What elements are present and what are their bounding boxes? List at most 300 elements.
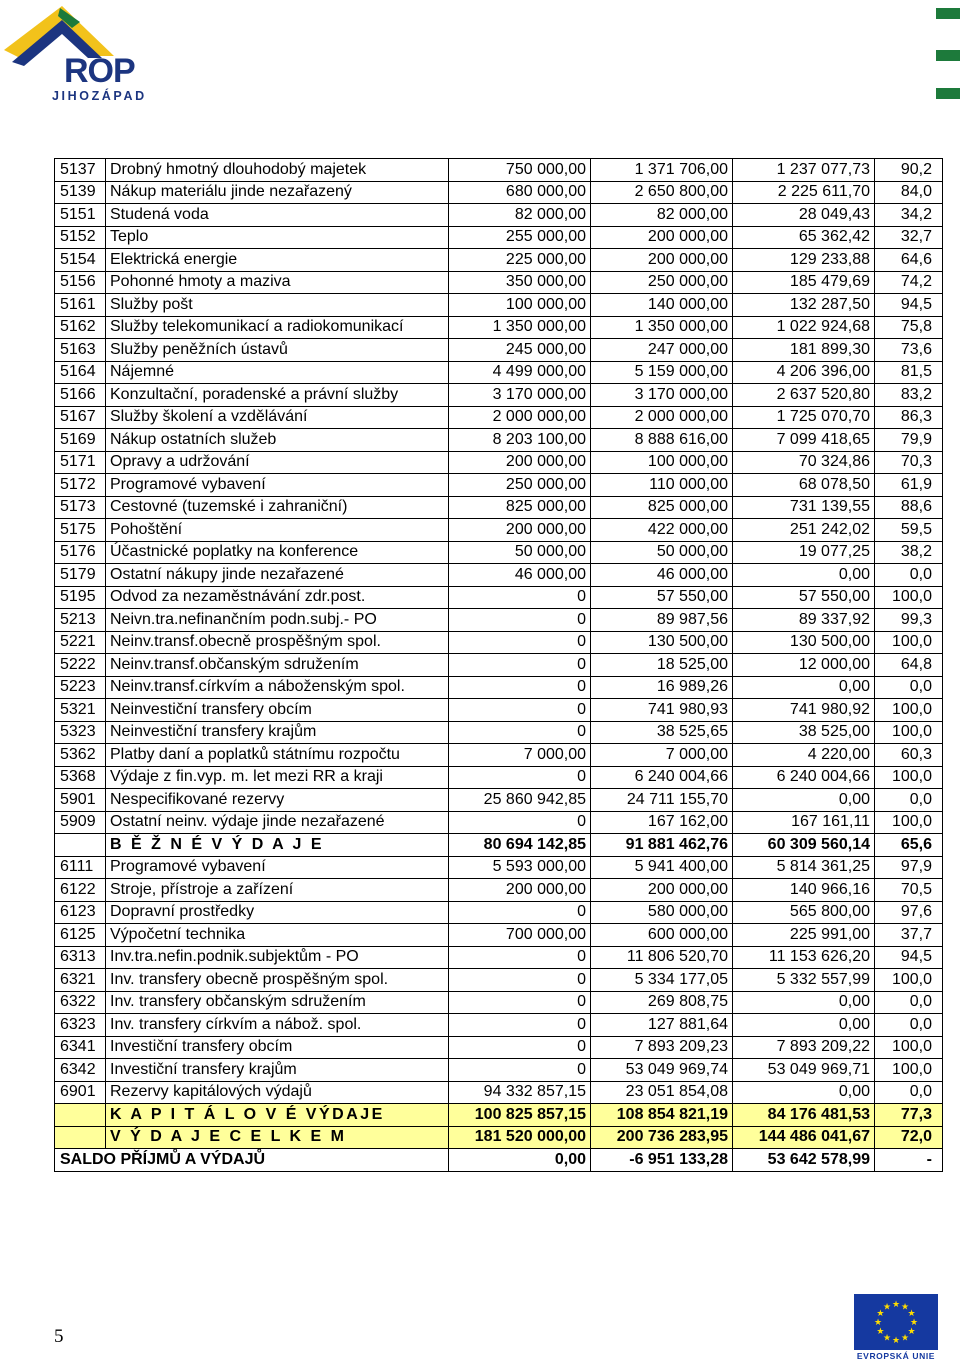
actual-spending: 2 225 611,70 xyxy=(733,181,875,204)
approved-budget: 0 xyxy=(449,609,591,632)
row-label: Neinv.transf.obecně prospěšným spol. xyxy=(106,631,449,654)
approved-budget: 750 000,00 xyxy=(449,159,591,182)
row-label: Elektrická energie xyxy=(106,249,449,272)
percent-fulfilled: 90,2 xyxy=(875,159,943,182)
row-label: Ostatní nákupy jinde nezařazené xyxy=(106,564,449,587)
row-label: Pohoštění xyxy=(106,519,449,542)
table-row xyxy=(55,361,943,384)
eu-star-icon: ★ xyxy=(907,1308,916,1318)
row-label: Inv.tra.nefin.podnik.subjektům - PO xyxy=(106,946,449,969)
row-label: Služby telekomunikací a radiokomunikací xyxy=(106,316,449,339)
table-row xyxy=(55,181,943,204)
approved-budget: 2 000 000,00 xyxy=(449,406,591,429)
row-code: 5169 xyxy=(55,429,106,452)
adjusted-budget: 2 650 800,00 xyxy=(591,181,733,204)
row-code: 5171 xyxy=(55,451,106,474)
actual-spending: 130 500,00 xyxy=(733,631,875,654)
row-label: Opravy a udržování xyxy=(106,451,449,474)
row-code xyxy=(55,1126,106,1149)
row-label: B Ě Ž N É V Ý D A J E xyxy=(106,834,449,857)
row-label: Služby školení a vzdělávání xyxy=(106,406,449,429)
row-label: Odvod za nezaměstnávání zdr.post. xyxy=(106,586,449,609)
table-row xyxy=(55,1149,943,1172)
corner-marks xyxy=(932,0,960,104)
table-row xyxy=(55,451,943,474)
row-label: Nákup materiálu jinde nezařazený xyxy=(106,181,449,204)
eu-star-icon: ★ xyxy=(882,1332,892,1343)
percent-fulfilled: 32,7 xyxy=(875,226,943,249)
eu-star-icon: ★ xyxy=(891,1299,901,1309)
row-code: 5222 xyxy=(55,654,106,677)
table-row xyxy=(55,676,943,699)
adjusted-budget: 38 525,65 xyxy=(591,721,733,744)
row-label: Pohonné hmoty a maziva xyxy=(106,271,449,294)
approved-budget: 0 xyxy=(449,586,591,609)
percent-fulfilled: 100,0 xyxy=(875,631,943,654)
actual-spending: 19 077,25 xyxy=(733,541,875,564)
percent-fulfilled: 74,2 xyxy=(875,271,943,294)
actual-spending: 0,00 xyxy=(733,564,875,587)
percent-fulfilled: 0,0 xyxy=(875,1081,943,1104)
actual-spending: 60 309 560,14 xyxy=(733,834,875,857)
actual-spending: 181 899,30 xyxy=(733,339,875,362)
approved-budget: 0 xyxy=(449,631,591,654)
adjusted-budget: 130 500,00 xyxy=(591,631,733,654)
actual-spending: 1 237 077,73 xyxy=(733,159,875,182)
actual-spending: 132 287,50 xyxy=(733,294,875,317)
actual-spending: 84 176 481,53 xyxy=(733,1104,875,1127)
table-row xyxy=(55,159,943,182)
actual-spending: 65 362,42 xyxy=(733,226,875,249)
row-code: 6122 xyxy=(55,879,106,902)
row-code: 5909 xyxy=(55,811,106,834)
corner-mark xyxy=(936,88,960,99)
approved-budget: 0 xyxy=(449,946,591,969)
adjusted-budget: 89 987,56 xyxy=(591,609,733,632)
adjusted-budget: 825 000,00 xyxy=(591,496,733,519)
adjusted-budget: 11 806 520,70 xyxy=(591,946,733,969)
percent-fulfilled: 94,5 xyxy=(875,294,943,317)
adjusted-budget: 140 000,00 xyxy=(591,294,733,317)
percent-fulfilled: 64,8 xyxy=(875,654,943,677)
adjusted-budget: 53 049 969,74 xyxy=(591,1059,733,1082)
approved-budget: 700 000,00 xyxy=(449,924,591,947)
actual-spending: 28 049,43 xyxy=(733,204,875,227)
table-row xyxy=(55,519,943,542)
eu-logo xyxy=(852,1294,940,1364)
actual-spending: 11 153 626,20 xyxy=(733,946,875,969)
approved-budget: 245 000,00 xyxy=(449,339,591,362)
row-label: Ostatní neinv. výdaje jinde nezařazené xyxy=(106,811,449,834)
row-label: Nákup ostatních služeb xyxy=(106,429,449,452)
approved-budget: 0 xyxy=(449,901,591,924)
row-code: 6125 xyxy=(55,924,106,947)
row-label: Neivn.tra.nefinančním podn.subj.- PO xyxy=(106,609,449,632)
table-row xyxy=(55,969,943,992)
actual-spending: 167 161,11 xyxy=(733,811,875,834)
actual-spending: 225 991,00 xyxy=(733,924,875,947)
row-label: Inv. transfery církvím a nábož. spol. xyxy=(106,1014,449,1037)
approved-budget: 0 xyxy=(449,721,591,744)
row-code: 5173 xyxy=(55,496,106,519)
percent-fulfilled: 100,0 xyxy=(875,1036,943,1059)
percent-fulfilled: 61,9 xyxy=(875,474,943,497)
row-code: 5162 xyxy=(55,316,106,339)
row-code: 5175 xyxy=(55,519,106,542)
table-row xyxy=(55,204,943,227)
row-code: 6313 xyxy=(55,946,106,969)
table-row xyxy=(55,654,943,677)
eu-stars-icon xyxy=(854,1294,938,1350)
adjusted-budget: 422 000,00 xyxy=(591,519,733,542)
approved-budget: 0 xyxy=(449,811,591,834)
adjusted-budget: 100 000,00 xyxy=(591,451,733,474)
table-row xyxy=(55,699,943,722)
percent-fulfilled: 100,0 xyxy=(875,1059,943,1082)
actual-spending: 38 525,00 xyxy=(733,721,875,744)
adjusted-budget: 741 980,93 xyxy=(591,699,733,722)
adjusted-budget: 16 989,26 xyxy=(591,676,733,699)
rop-logo xyxy=(2,2,162,106)
row-label: Nájemné xyxy=(106,361,449,384)
page-number: 5 xyxy=(54,1326,64,1347)
table-row xyxy=(55,856,943,879)
adjusted-budget: 24 711 155,70 xyxy=(591,789,733,812)
row-label: Neinv.transf.církvím a náboženským spol. xyxy=(106,676,449,699)
adjusted-budget: 600 000,00 xyxy=(591,924,733,947)
actual-spending: 0,00 xyxy=(733,676,875,699)
logo-subtitle: JIHOZÁPAD xyxy=(52,89,147,103)
adjusted-budget: 580 000,00 xyxy=(591,901,733,924)
adjusted-budget: 18 525,00 xyxy=(591,654,733,677)
row-code: 5368 xyxy=(55,766,106,789)
row-code: 5321 xyxy=(55,699,106,722)
actual-spending: 7 893 209,22 xyxy=(733,1036,875,1059)
eu-star-icon: ★ xyxy=(891,1335,901,1345)
row-code: 5137 xyxy=(55,159,106,182)
table-row xyxy=(55,609,943,632)
row-code: 5221 xyxy=(55,631,106,654)
actual-spending: 565 800,00 xyxy=(733,901,875,924)
row-code: 5179 xyxy=(55,564,106,587)
adjusted-budget: 1 350 000,00 xyxy=(591,316,733,339)
percent-fulfilled: 86,3 xyxy=(875,406,943,429)
percent-fulfilled: 88,6 xyxy=(875,496,943,519)
percent-fulfilled: 64,6 xyxy=(875,249,943,272)
eu-star-icon: ★ xyxy=(909,1317,919,1327)
adjusted-budget: 5 334 177,05 xyxy=(591,969,733,992)
adjusted-budget: -6 951 133,28 xyxy=(591,1149,733,1172)
actual-spending: 70 324,86 xyxy=(733,451,875,474)
table-row xyxy=(55,1081,943,1104)
adjusted-budget: 5 941 400,00 xyxy=(591,856,733,879)
adjusted-budget: 250 000,00 xyxy=(591,271,733,294)
row-label: Stroje, přístroje a zařízení xyxy=(106,879,449,902)
approved-budget: 181 520 000,00 xyxy=(449,1126,591,1149)
table-row xyxy=(55,834,943,857)
corner-mark xyxy=(936,8,960,19)
adjusted-budget: 5 159 000,00 xyxy=(591,361,733,384)
percent-fulfilled: 38,2 xyxy=(875,541,943,564)
actual-spending: 129 233,88 xyxy=(733,249,875,272)
table-row xyxy=(55,541,943,564)
actual-spending: 4 206 396,00 xyxy=(733,361,875,384)
table-row xyxy=(55,789,943,812)
row-label: Neinvestiční transfery obcím xyxy=(106,699,449,722)
row-label: Investiční transfery krajům xyxy=(106,1059,449,1082)
actual-spending: 0,00 xyxy=(733,789,875,812)
adjusted-budget: 110 000,00 xyxy=(591,474,733,497)
table-row xyxy=(55,429,943,452)
percent-fulfilled: 100,0 xyxy=(875,699,943,722)
row-code: 6901 xyxy=(55,1081,106,1104)
adjusted-budget: 3 170 000,00 xyxy=(591,384,733,407)
adjusted-budget: 1 371 706,00 xyxy=(591,159,733,182)
row-label: Neinv.transf.občanským sdružením xyxy=(106,654,449,677)
row-label: Konzultační, poradenské a právní služby xyxy=(106,384,449,407)
adjusted-budget: 200 000,00 xyxy=(591,249,733,272)
percent-fulfilled: 83,2 xyxy=(875,384,943,407)
adjusted-budget: 46 000,00 xyxy=(591,564,733,587)
row-label: SALDO PŘÍJMŮ A VÝDAJŮ xyxy=(55,1149,449,1172)
eu-star-icon: ★ xyxy=(907,1326,916,1336)
table-row xyxy=(55,1126,943,1149)
actual-spending: 731 139,55 xyxy=(733,496,875,519)
actual-spending: 5 814 361,25 xyxy=(733,856,875,879)
row-label: Drobný hmotný dlouhodobý majetek xyxy=(106,159,449,182)
adjusted-budget: 247 000,00 xyxy=(591,339,733,362)
row-code: 6321 xyxy=(55,969,106,992)
percent-fulfilled: 99,3 xyxy=(875,609,943,632)
budget-table xyxy=(54,158,943,1172)
table-row xyxy=(55,946,943,969)
row-code: 5323 xyxy=(55,721,106,744)
table-row xyxy=(55,474,943,497)
row-label: Účastnické poplatky na konference xyxy=(106,541,449,564)
approved-budget: 80 694 142,85 xyxy=(449,834,591,857)
eu-flag xyxy=(854,1294,938,1350)
approved-budget: 0 xyxy=(449,969,591,992)
percent-fulfilled: 73,6 xyxy=(875,339,943,362)
percent-fulfilled: 0,0 xyxy=(875,1014,943,1037)
row-label: Studená voda xyxy=(106,204,449,227)
row-code: 6342 xyxy=(55,1059,106,1082)
adjusted-budget: 7 893 209,23 xyxy=(591,1036,733,1059)
approved-budget: 0,00 xyxy=(449,1149,591,1172)
adjusted-budget: 269 808,75 xyxy=(591,991,733,1014)
actual-spending: 0,00 xyxy=(733,991,875,1014)
percent-fulfilled: 94,5 xyxy=(875,946,943,969)
table-row xyxy=(55,384,943,407)
adjusted-budget: 8 888 616,00 xyxy=(591,429,733,452)
row-label: Inv. transfery občanským sdružením xyxy=(106,991,449,1014)
row-label: Služby peněžních ústavů xyxy=(106,339,449,362)
approved-budget: 3 170 000,00 xyxy=(449,384,591,407)
approved-budget: 225 000,00 xyxy=(449,249,591,272)
row-code: 5166 xyxy=(55,384,106,407)
approved-budget: 7 000,00 xyxy=(449,744,591,767)
actual-spending: 7 099 418,65 xyxy=(733,429,875,452)
percent-fulfilled: 100,0 xyxy=(875,811,943,834)
table-row xyxy=(55,564,943,587)
approved-budget: 25 860 942,85 xyxy=(449,789,591,812)
approved-budget: 825 000,00 xyxy=(449,496,591,519)
table-row xyxy=(55,631,943,654)
row-code: 5154 xyxy=(55,249,106,272)
actual-spending: 5 332 557,99 xyxy=(733,969,875,992)
percent-fulfilled: 81,5 xyxy=(875,361,943,384)
actual-spending: 140 966,16 xyxy=(733,879,875,902)
actual-spending: 251 242,02 xyxy=(733,519,875,542)
adjusted-budget: 82 000,00 xyxy=(591,204,733,227)
table-row xyxy=(55,226,943,249)
approved-budget: 1 350 000,00 xyxy=(449,316,591,339)
table-row xyxy=(55,339,943,362)
table-row xyxy=(55,496,943,519)
percent-fulfilled: 34,2 xyxy=(875,204,943,227)
percent-fulfilled: 75,8 xyxy=(875,316,943,339)
approved-budget: 255 000,00 xyxy=(449,226,591,249)
table-row xyxy=(55,294,943,317)
row-code: 5151 xyxy=(55,204,106,227)
table-row xyxy=(55,901,943,924)
row-code: 5156 xyxy=(55,271,106,294)
adjusted-budget: 57 550,00 xyxy=(591,586,733,609)
row-code xyxy=(55,834,106,857)
actual-spending: 89 337,92 xyxy=(733,609,875,632)
adjusted-budget: 50 000,00 xyxy=(591,541,733,564)
table-row xyxy=(55,249,943,272)
row-code: 5213 xyxy=(55,609,106,632)
row-label: Cestovné (tuzemské i zahraniční) xyxy=(106,496,449,519)
adjusted-budget: 2 000 000,00 xyxy=(591,406,733,429)
adjusted-budget: 108 854 821,19 xyxy=(591,1104,733,1127)
row-code: 5167 xyxy=(55,406,106,429)
percent-fulfilled: 0,0 xyxy=(875,991,943,1014)
adjusted-budget: 23 051 854,08 xyxy=(591,1081,733,1104)
row-label: Služby pošt xyxy=(106,294,449,317)
actual-spending: 1 022 924,68 xyxy=(733,316,875,339)
eu-star-icon: ★ xyxy=(876,1326,885,1336)
eu-star-icon: ★ xyxy=(882,1301,892,1312)
approved-budget: 0 xyxy=(449,654,591,677)
row-code: 5362 xyxy=(55,744,106,767)
approved-budget: 200 000,00 xyxy=(449,879,591,902)
row-code: 5901 xyxy=(55,789,106,812)
percent-fulfilled: - xyxy=(875,1149,943,1172)
actual-spending: 12 000,00 xyxy=(733,654,875,677)
percent-fulfilled: 70,3 xyxy=(875,451,943,474)
approved-budget: 8 203 100,00 xyxy=(449,429,591,452)
table-row xyxy=(55,406,943,429)
logo-text: ROP xyxy=(64,52,135,90)
percent-fulfilled: 77,3 xyxy=(875,1104,943,1127)
approved-budget: 46 000,00 xyxy=(449,564,591,587)
percent-fulfilled: 100,0 xyxy=(875,586,943,609)
adjusted-budget: 7 000,00 xyxy=(591,744,733,767)
row-code: 5152 xyxy=(55,226,106,249)
percent-fulfilled: 97,9 xyxy=(875,856,943,879)
adjusted-budget: 6 240 004,66 xyxy=(591,766,733,789)
percent-fulfilled: 97,6 xyxy=(875,901,943,924)
row-code: 5195 xyxy=(55,586,106,609)
table-row xyxy=(55,811,943,834)
actual-spending: 144 486 041,67 xyxy=(733,1126,875,1149)
percent-fulfilled: 72,0 xyxy=(875,1126,943,1149)
row-label: Výdaje z fin.vyp. m. let mezi RR a kraji xyxy=(106,766,449,789)
table-row xyxy=(55,721,943,744)
table-row xyxy=(55,1014,943,1037)
row-code: 5163 xyxy=(55,339,106,362)
approved-budget: 100 000,00 xyxy=(449,294,591,317)
table-row xyxy=(55,1059,943,1082)
row-label: Dopravní prostředky xyxy=(106,901,449,924)
row-code xyxy=(55,1104,106,1127)
row-label: Výpočetní technika xyxy=(106,924,449,947)
approved-budget: 0 xyxy=(449,699,591,722)
row-code: 6111 xyxy=(55,856,106,879)
percent-fulfilled: 0,0 xyxy=(875,564,943,587)
actual-spending: 1 725 070,70 xyxy=(733,406,875,429)
row-code: 5139 xyxy=(55,181,106,204)
row-code: 5223 xyxy=(55,676,106,699)
adjusted-budget: 200 736 283,95 xyxy=(591,1126,733,1149)
row-code: 5172 xyxy=(55,474,106,497)
row-label: Teplo xyxy=(106,226,449,249)
row-label: Rezervy kapitálových výdajů xyxy=(106,1081,449,1104)
approved-budget: 82 000,00 xyxy=(449,204,591,227)
approved-budget: 100 825 857,15 xyxy=(449,1104,591,1127)
actual-spending: 57 550,00 xyxy=(733,586,875,609)
table-row xyxy=(55,991,943,1014)
row-label: Programové vybavení xyxy=(106,856,449,879)
percent-fulfilled: 100,0 xyxy=(875,766,943,789)
approved-budget: 0 xyxy=(449,1036,591,1059)
row-code: 5161 xyxy=(55,294,106,317)
row-label: Inv. transfery obecně prospěšným spol. xyxy=(106,969,449,992)
row-label: K A P I T Á L O V É VÝDAJE xyxy=(106,1104,449,1127)
eu-label: EVROPSKÁ UNIE xyxy=(856,1351,936,1361)
actual-spending: 185 479,69 xyxy=(733,271,875,294)
corner-mark xyxy=(936,50,960,61)
approved-budget: 0 xyxy=(449,991,591,1014)
eu-star-icon: ★ xyxy=(876,1308,885,1318)
approved-budget: 0 xyxy=(449,766,591,789)
approved-budget: 250 000,00 xyxy=(449,474,591,497)
adjusted-budget: 127 881,64 xyxy=(591,1014,733,1037)
approved-budget: 50 000,00 xyxy=(449,541,591,564)
table-row xyxy=(55,271,943,294)
approved-budget: 350 000,00 xyxy=(449,271,591,294)
row-code: 6123 xyxy=(55,901,106,924)
adjusted-budget: 200 000,00 xyxy=(591,226,733,249)
row-label: Nespecifikované rezervy xyxy=(106,789,449,812)
table-row xyxy=(55,316,943,339)
actual-spending: 68 078,50 xyxy=(733,474,875,497)
percent-fulfilled: 59,5 xyxy=(875,519,943,542)
row-code: 5164 xyxy=(55,361,106,384)
row-label: Neinvestiční transfery krajům xyxy=(106,721,449,744)
percent-fulfilled: 70,5 xyxy=(875,879,943,902)
approved-budget: 200 000,00 xyxy=(449,519,591,542)
eu-star-icon: ★ xyxy=(900,1301,910,1312)
actual-spending: 6 240 004,66 xyxy=(733,766,875,789)
percent-fulfilled: 100,0 xyxy=(875,721,943,744)
table-row xyxy=(55,586,943,609)
actual-spending: 741 980,92 xyxy=(733,699,875,722)
row-label: Platby daní a poplatků státnímu rozpočtu xyxy=(106,744,449,767)
actual-spending: 53 642 578,99 xyxy=(733,1149,875,1172)
